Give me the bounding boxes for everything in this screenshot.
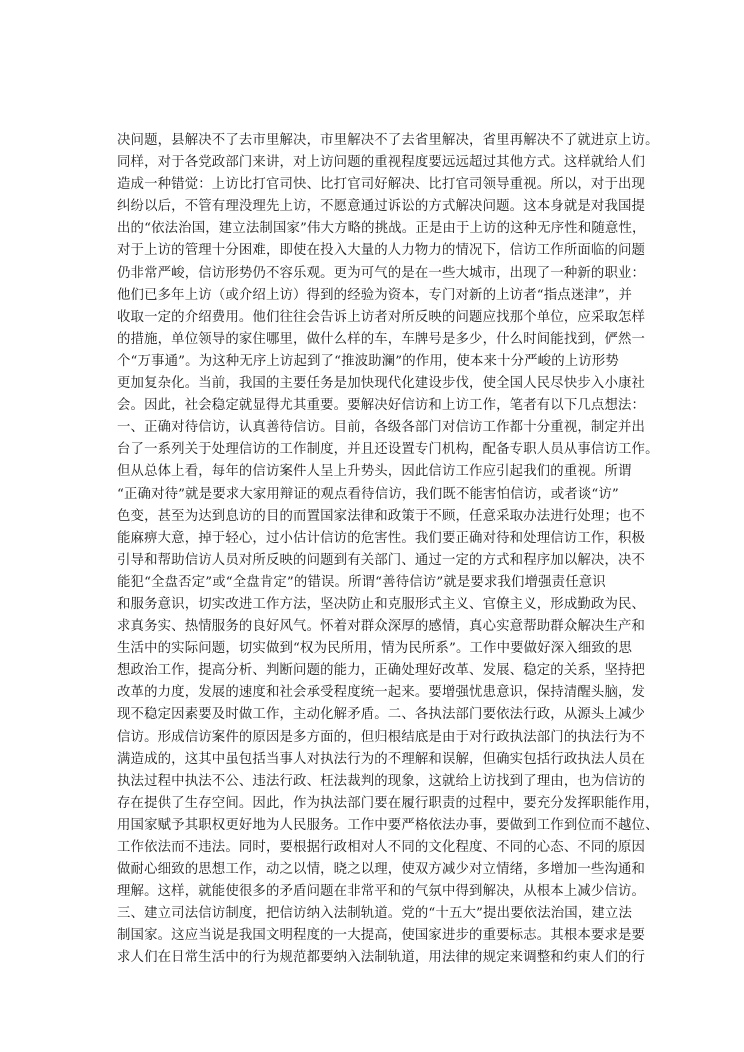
text-line: 但从总体上看，每年的信访案件人呈上升势头，因此信访工作应引起我们的重视。所谓 bbox=[117, 464, 632, 480]
text-line: 引导和帮助信访人员对所反映的问题到有关部门、通过一定的方式和程序加以解决，决不 bbox=[117, 552, 646, 568]
text-line: 他们已多年上访（或介绍上访）得到的经验为资本，专门对新的上访者“指点迷津”，并 bbox=[117, 287, 632, 303]
text-line: 能犯“全盘否定”或“全盘肯定”的错误。所谓“善待信访”就是要求我们增强责任意识 bbox=[117, 574, 606, 590]
text-line: “正确对待”就是要求大家用辩证的观点看待信访，我们既不能害怕信访，或者谈“访” bbox=[117, 486, 619, 502]
text-line: 更加复杂化。当前，我国的主要任务是加快现代化建设步伐，使全国人民尽快步入小康社 bbox=[117, 376, 646, 392]
text-line: 满造成的，这其中虽包括当事人对执法行为的不理解和误解，但确实包括行政执法人员在 bbox=[117, 751, 646, 767]
text-line: 同样，对于各党政部门来讲，对上访问题的重视程度要远远超过其他方式。这样就给人们 bbox=[117, 155, 646, 171]
text-line: 现不稳定因素要及时做工作，主动化解矛盾。二、各执法部门要依法行政，从源头上减少 bbox=[117, 707, 646, 723]
text-line: 和服务意识，切实改进工作方法，坚决防止和克服形式主义、官僚主义，形成勤政为民、 bbox=[117, 596, 646, 612]
text-line: 信访。形成信访案件的原因是多方面的，但归根结底是由于对行政执法部门的执法行为不 bbox=[117, 729, 646, 745]
text-line: 改革的力度，发展的速度和社会承受程度统一起来。要增强忧患意识，保持清醒头脑，发 bbox=[117, 685, 646, 701]
text-line: 对于上访的管理十分困难，即使在投入大量的人力物力的情况下，信访工作所面临的问题 bbox=[117, 243, 646, 259]
text-line: 想政治工作，提高分析、判断问题的能力，正确处理好改革、发展、稳定的关系，坚持把 bbox=[117, 663, 646, 679]
text-line: 的措施，单位领导的家住哪里，做什么样的车，车牌号是多少，什么时间能找到，俨然一 bbox=[117, 331, 646, 347]
text-line: 生活中的实际问题，切实做到“权为民所用，情为民所系”。工作中要做好深入细致的思 bbox=[117, 641, 632, 657]
text-line: 做耐心细致的思想工作，动之以情，晓之以理，使双方减少对立情绪，多增加一些沟通和 bbox=[117, 862, 646, 878]
text-line: 工作依法而不违法。同时，要根据行政相对人不同的文化程度、不同的心态、不同的原因 bbox=[117, 840, 646, 855]
text-line: 色变，甚至为达到息访的目的而置国家法律和政策于不顾，任意采取办法进行处理；也不 bbox=[117, 508, 646, 524]
text-line: 理解。这样，就能使很多的矛盾问题在非常平和的气氛中得到解决，从根本上减少信访。 bbox=[117, 884, 646, 900]
text-line: 用国家赋予其职权更好地为人民服务。工作中要严格依法办事，要做到工作到位而不越位、 bbox=[117, 817, 659, 833]
text-line: 会。因此，社会稳定就显得尤其重要。要解决好信访和上访工作，笔者有以下几点想法： bbox=[117, 398, 646, 414]
text-line: 造成一种错觉：上访比打官司快、比打官司好解决、比打官司领导重视。所以，对于出现 bbox=[117, 177, 646, 193]
text-line: 制国家。这应当说是我国文明程度的一大提高，使国家进步的重要标志。其根本要求是要 bbox=[117, 928, 646, 944]
text-line: 三、建立司法信访制度，把信访纳入法制轨道。党的“十五大”提出要依法治国，建立法 bbox=[117, 906, 632, 922]
text-line: 台了一系列关于处理信访的工作制度，并且还设置专门机构，配备专职人员从事信访工作。 bbox=[117, 442, 659, 458]
text-line: 个“万事通”。为这种无序上访起到了“推波助澜”的作用，使本来十分严峻的上访形势 bbox=[117, 353, 619, 369]
text-line: 执法过程中执法不公、违法行政、枉法裁判的现象，这就给上访找到了理由，也为信访的 bbox=[117, 773, 646, 789]
text-line: 仍非常严峻，信访形势仍不容乐观。更为可气的是在一些大城市，出现了一种新的职业： bbox=[117, 265, 646, 281]
text-line: 求人们在日常生活中的行为规范都要纳入法制轨道，用法律的规定来调整和约束人们的行 bbox=[117, 950, 646, 966]
text-line: 收取一定的介绍费用。他们往往会告诉上访者对所反映的问题应找那个单位，应采取怎样 bbox=[117, 309, 646, 325]
text-line: 出的“依法治国，建立法制国家”伟大方略的挑战。正是由于上访的这种无序性和随意性， bbox=[117, 221, 646, 237]
text-line: 能麻痹大意，掉于轻心，过小估计信访的危害性。我们要正确对待和处理信访工作，积极 bbox=[117, 530, 646, 546]
text-line: 存在提供了生存空间。因此，作为执法部门要在履行职责的过程中，要充分发挥职能作用， bbox=[117, 795, 659, 811]
text-line: 纠纷以后，不管有理没理先上访，不愿意通过诉讼的方式解决问题。这本身就是对我国提 bbox=[117, 199, 646, 215]
text-line: 决问题，县解决不了去市里解决，市里解决不了去省里解决，省里再解决不了就进京上访。 bbox=[117, 133, 659, 148]
body-text bbox=[117, 130, 659, 970]
text-line: 求真务实、热情服务的良好风气。怀着对群众深厚的感情，真心实意帮助群众解决生产和 bbox=[117, 619, 646, 635]
text-line: 一、正确对待信访，认真善待信访。目前，各级各部门对信访工作都十分重视，制定并出 bbox=[117, 420, 646, 436]
